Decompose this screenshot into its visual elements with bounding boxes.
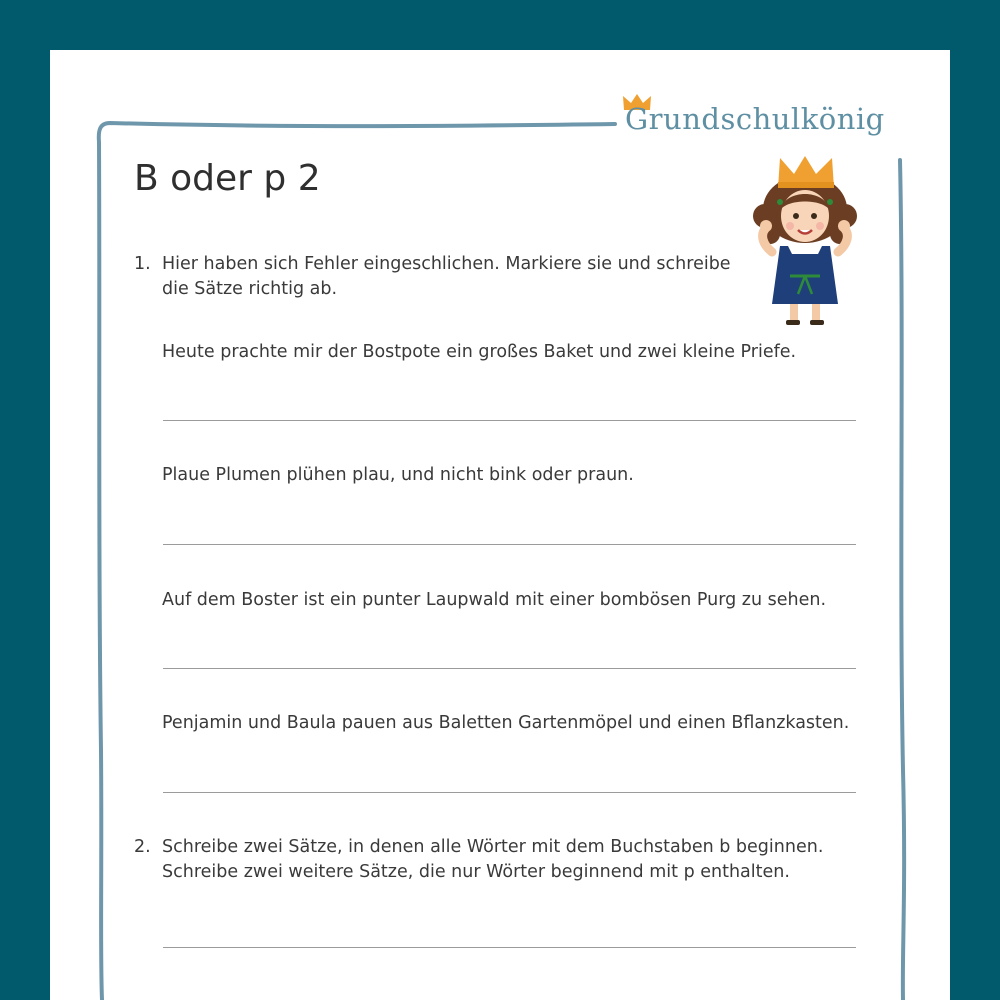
writing-line-3[interactable] [163, 668, 856, 669]
task-2-instruction-line-2: Schreibe zwei weitere Sätze, die nur Wörter beginnend mit p enthalten. [162, 862, 790, 882]
task-1-number: 1. [134, 254, 151, 274]
sentence-3: Auf dem Boster ist ein punter Laupwald mit einer bombösen Purg zu sehen. [162, 590, 827, 610]
task-2-instruction-line-1: Schreibe zwei Sätze, in denen alle Wörter mit dem Buchstaben b beginnen. [162, 837, 824, 857]
writing-line-2[interactable] [163, 544, 856, 545]
writing-line-1[interactable] [163, 420, 856, 421]
task-1-instruction [162, 252, 812, 302]
girl-with-crown-illustration [750, 154, 860, 329]
writing-line-4[interactable] [163, 792, 856, 793]
sentence-4: Penjamin und Baula pauen aus Baletten Gartenmöpel und einen Bflanzkasten. [162, 713, 850, 733]
task-1-instruction-line-2: die Sätze richtig ab. [162, 279, 338, 299]
brand-logo-text: Grundschulkönig [625, 102, 885, 136]
task-2-instruction [162, 835, 882, 885]
worksheet-page [50, 50, 950, 1000]
sentence-1: Heute prachte mir der Bostpote ein großes Baket und zwei kleine Priefe. [162, 342, 797, 362]
writing-line-5[interactable] [163, 947, 856, 948]
page-title: B oder p 2 [134, 158, 321, 199]
sentence-2: Plaue Plumen plühen plau, und nicht bink oder praun. [162, 465, 634, 485]
task-1-instruction-line-1: Hier haben sich Fehler eingeschlichen. Markiere sie und schreibe [162, 254, 731, 274]
task-2-number: 2. [134, 837, 151, 857]
